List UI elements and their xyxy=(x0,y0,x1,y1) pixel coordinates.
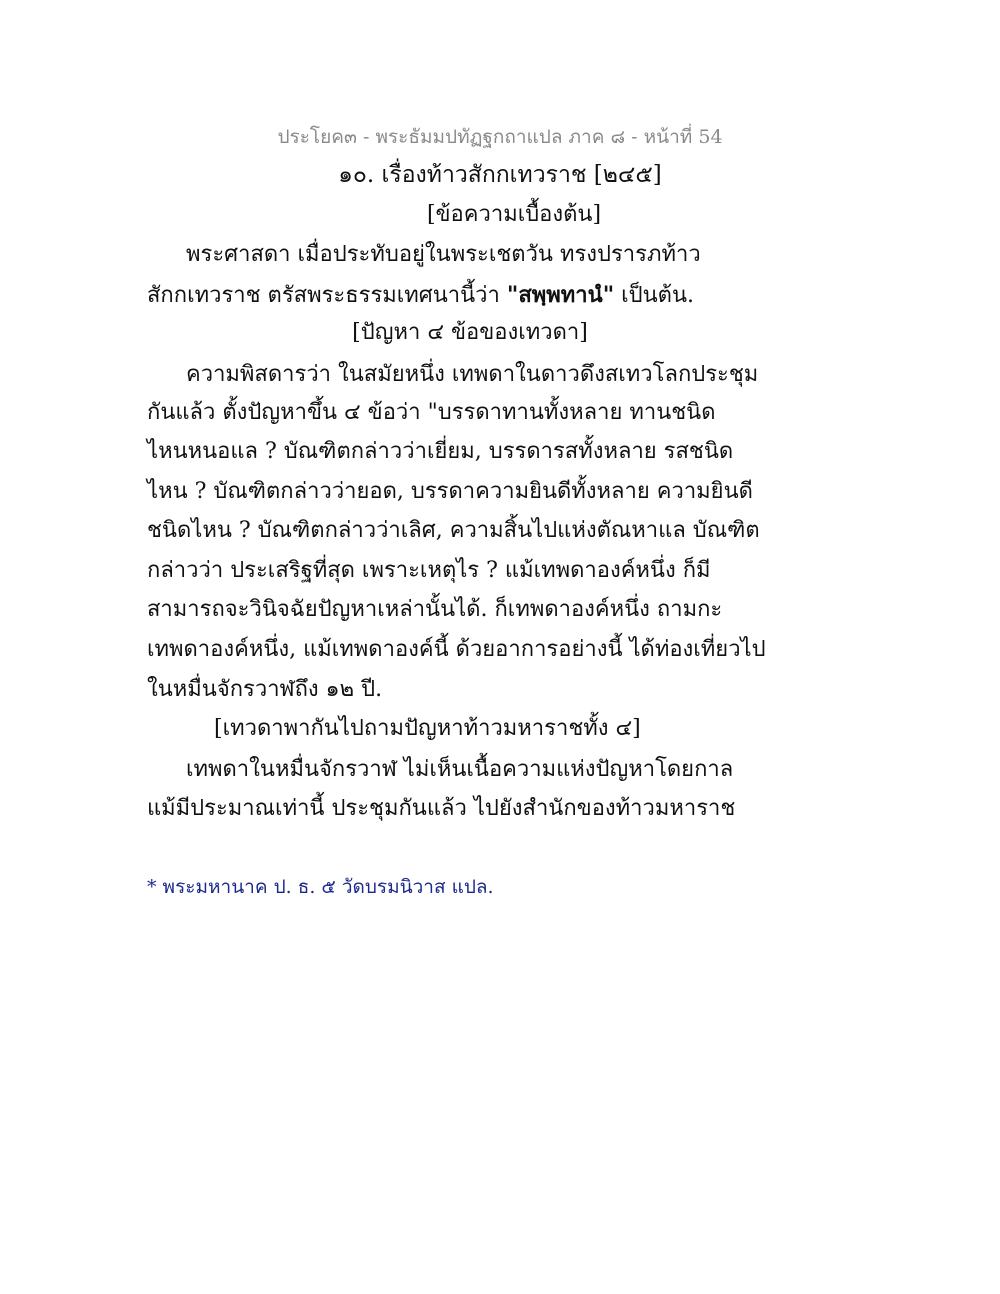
intro-pali-term: "สพฺพทานํ" xyxy=(506,282,615,308)
paragraph1-line: ไหนหนอแล ? บัณฑิตกล่าวว่าเยี่ยม, บรรดารสทั้งหลาย รสชนิด xyxy=(147,439,734,464)
paragraph1-line: กล่าวว่า ประเสริฐที่สุด เพราะเหตุไร ? แม้เทพดาองค์หนึ่ง ก็มี xyxy=(147,558,711,583)
intro-line-2-end: เป็นต้น. xyxy=(621,283,694,308)
paragraph1-line: ความพิสดารว่า ในสมัยหนึ่ง เทพดาในดาวดึงสเทวโลกประชุม xyxy=(186,362,759,387)
section-heading-questions: [ปัญหา ๔ ข้อของเทวดา] xyxy=(352,320,588,345)
section-heading-kings: [เทวดาพากันไปถามปัญหาท้าวมหาราชทั้ง ๔] xyxy=(214,716,641,741)
intro-line-2-text: สักกเทวราช ตรัสพระธรรมเทศนานี้ว่า xyxy=(147,283,500,308)
translator-footnote: * พระมหานาค ป. ธ. ๕ วัดบรมนิวาส แปล. xyxy=(147,876,494,898)
page-header-text: ประโยค๓ - พระธัมมปทัฏฐกถาแปล ภาค ๘ - หน้าที่ 54 xyxy=(277,126,723,148)
paragraph1-line: ชนิดไหน ? บัณฑิตกล่าวว่าเลิศ, ความสิ้นไปแห่งตัณหาแล บัณฑิต xyxy=(147,518,760,543)
section-heading-intro: [ข้อความเบื้องต้น] xyxy=(426,202,602,227)
page-header xyxy=(0,122,1000,152)
paragraph1-line: เทพดาองค์หนึ่ง, แม้เทพดาองค์นี้ ด้วยอาการอย่างนี้ ได้ท่องเที่ยวไป xyxy=(147,637,766,662)
paragraph2-line: เทพดาในหมื่นจักรวาฬ ไม่เห็นเนื้อความแห่งปัญหาโดยกาล xyxy=(186,757,734,782)
intro-line-1: พระศาสดา เมื่อประทับอยู่ในพระเชตวัน ทรงปรารภท้าว xyxy=(186,242,701,267)
paragraph1-line: ไหน ? บัณฑิตกล่าวว่ายอด, บรรดาความยินดีทั้งหลาย ความยินดี xyxy=(147,479,753,504)
paragraph1-line: ในหมื่นจักรวาฬถึง ๑๒ ปี. xyxy=(147,677,383,702)
paragraph1-line: กันแล้ว ตั้งปัญหาขึ้น ๔ ข้อว่า "บรรดาทานทั้งหลาย ทานชนิด xyxy=(147,400,716,425)
paragraph2-line: แม้มีประมาณเท่านี้ ประชุมกันแล้ว ไปยังสำนักของท้าวมหาราช xyxy=(147,796,736,821)
paragraph1-line: สามารถจะวินิจฉัยปัญหาเหล่านั้นได้. ก็เทพดาองค์หนึ่ง ถามกะ xyxy=(147,597,723,622)
story-title: ๑๐. เรื่องท้าวสักกเทวราช [๒๔๕] xyxy=(338,162,662,188)
intro-line-2 xyxy=(147,280,694,311)
